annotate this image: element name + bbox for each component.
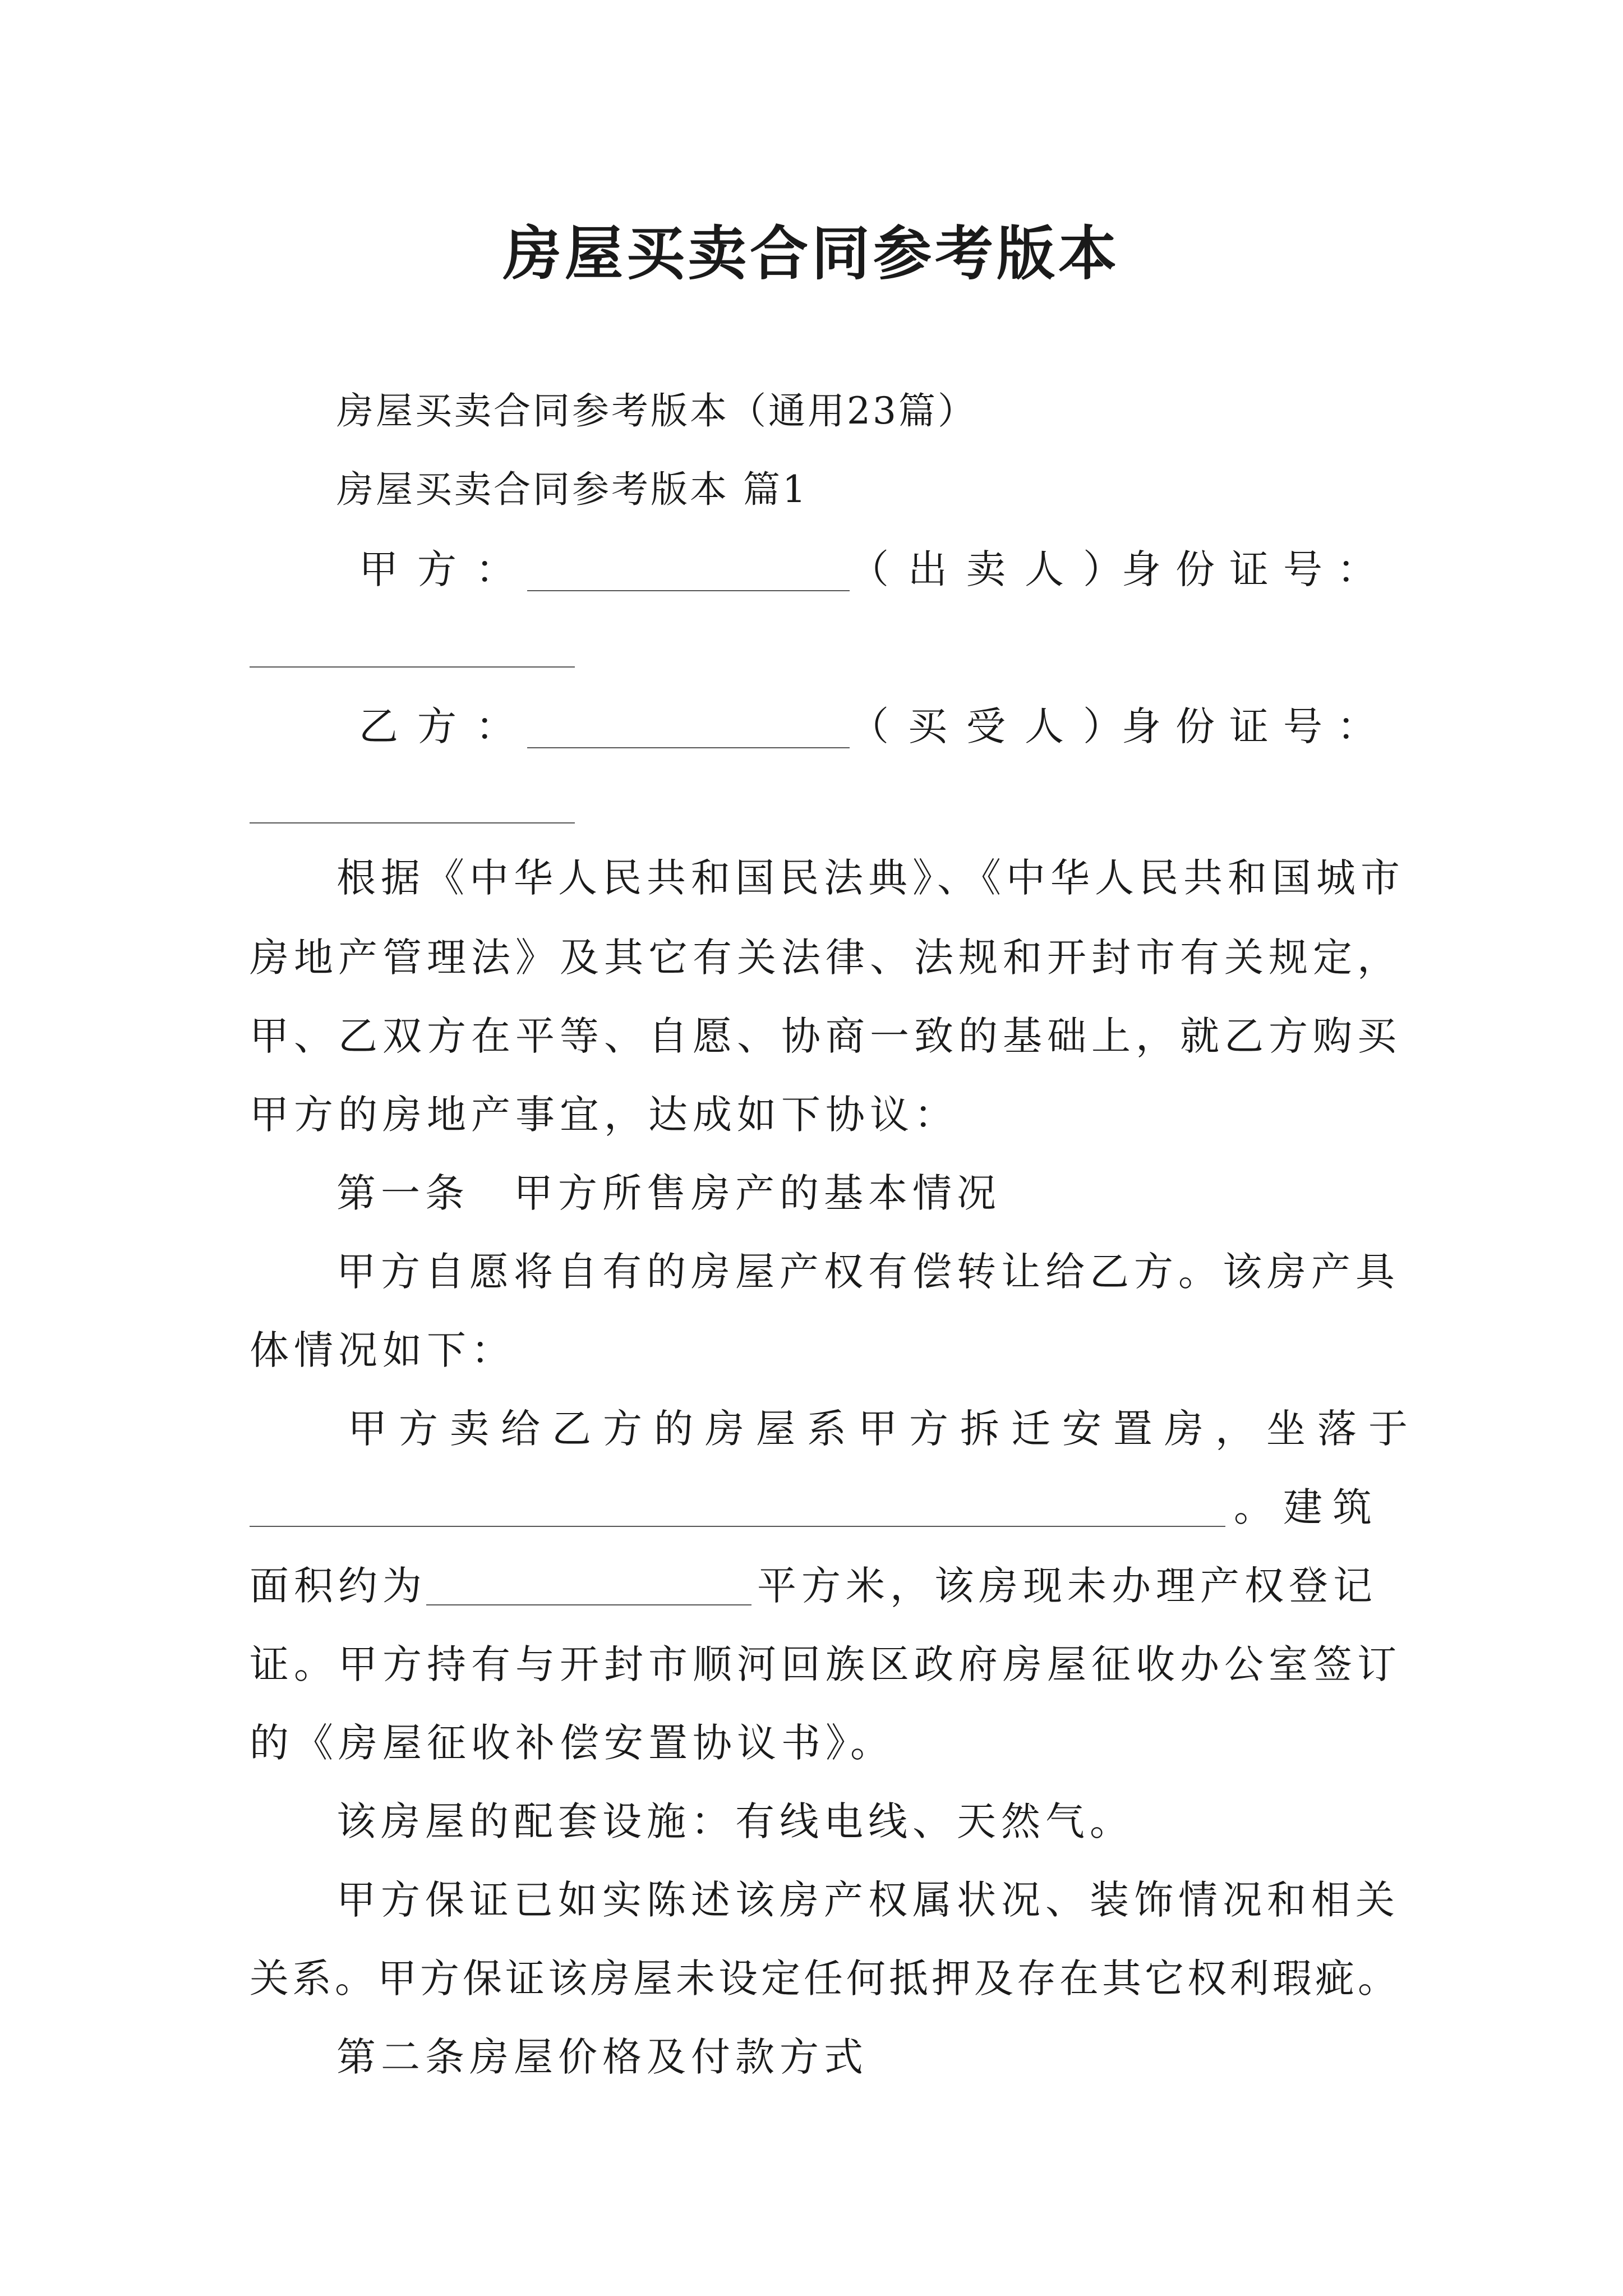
party-b-label: 乙方： xyxy=(359,703,534,749)
paragraph-line: 甲方卖给乙方的房屋系甲方拆迁安置房，坐落于 xyxy=(348,1406,1419,1452)
party-b-id-label: 身份证号： xyxy=(1122,703,1391,749)
intro-line: 甲、乙双方在平等、自愿、协商一致的基础上，就乙方购买 xyxy=(250,1013,1401,1059)
party-a-id-blank[interactable] xyxy=(250,666,575,668)
intro-line: 根据《中华人民共和国民法典》、《中华人民共和国城市 xyxy=(336,855,1405,901)
party-b-name-blank[interactable] xyxy=(527,747,850,748)
document-subtitle: 房屋买卖合同参考版本（通用23篇） xyxy=(336,389,977,432)
paragraph-line: 甲方保证已如实陈述该房产权属状况、装饰情况和相关 xyxy=(336,1877,1400,1923)
clause-1-paragraph-3: 该房屋的配套设施：有线电线、天然气。 xyxy=(336,1798,1134,1844)
party-b-id-blank[interactable] xyxy=(250,822,575,823)
party-a-role: （出卖人） xyxy=(850,546,1141,592)
intro-line: 甲方的房地产事宜，达成如下协议： xyxy=(250,1092,958,1138)
paragraph-line: 面积约为 xyxy=(250,1563,427,1609)
area-blank[interactable] xyxy=(426,1604,751,1605)
party-a-id-label: 身份证号： xyxy=(1122,546,1391,592)
party-a-name-blank[interactable] xyxy=(527,590,850,591)
intro-line: 房地产管理法》及其它有关法律、法规和开封市有关规定， xyxy=(250,935,1401,981)
paragraph-line: 平方米，该房现未办理产权登记 xyxy=(757,1563,1377,1609)
location-blank[interactable] xyxy=(250,1526,1225,1527)
paragraph-line: 。建筑 xyxy=(1234,1484,1382,1530)
clause-1-heading: 第一条 甲方所售房产的基本情况 xyxy=(336,1170,1001,1216)
clause-2-heading: 第二条房屋价格及付款方式 xyxy=(336,2034,868,2080)
paragraph-line: 的《房屋征收补偿安置协议书》。 xyxy=(250,1720,895,1766)
article-heading: 房屋买卖合同参考版本 篇1 xyxy=(336,468,808,511)
paragraph-line: 甲方自愿将自有的房屋产权有偿转让给乙方。该房产具 xyxy=(336,1249,1400,1295)
page-title: 房屋买卖合同参考版本 xyxy=(502,219,1120,288)
paragraph-line: 关系。甲方保证该房屋未设定任何抵押及存在其它权利瑕疵。 xyxy=(250,1955,1400,2001)
paragraph-line: 体情况如下： xyxy=(250,1327,515,1373)
party-b-role: （买受人） xyxy=(850,703,1141,749)
party-a-label: 甲方： xyxy=(359,546,534,592)
paragraph-line: 证。甲方持有与开封市顺河回族区政府房屋征收办公室签订 xyxy=(250,1641,1401,1687)
